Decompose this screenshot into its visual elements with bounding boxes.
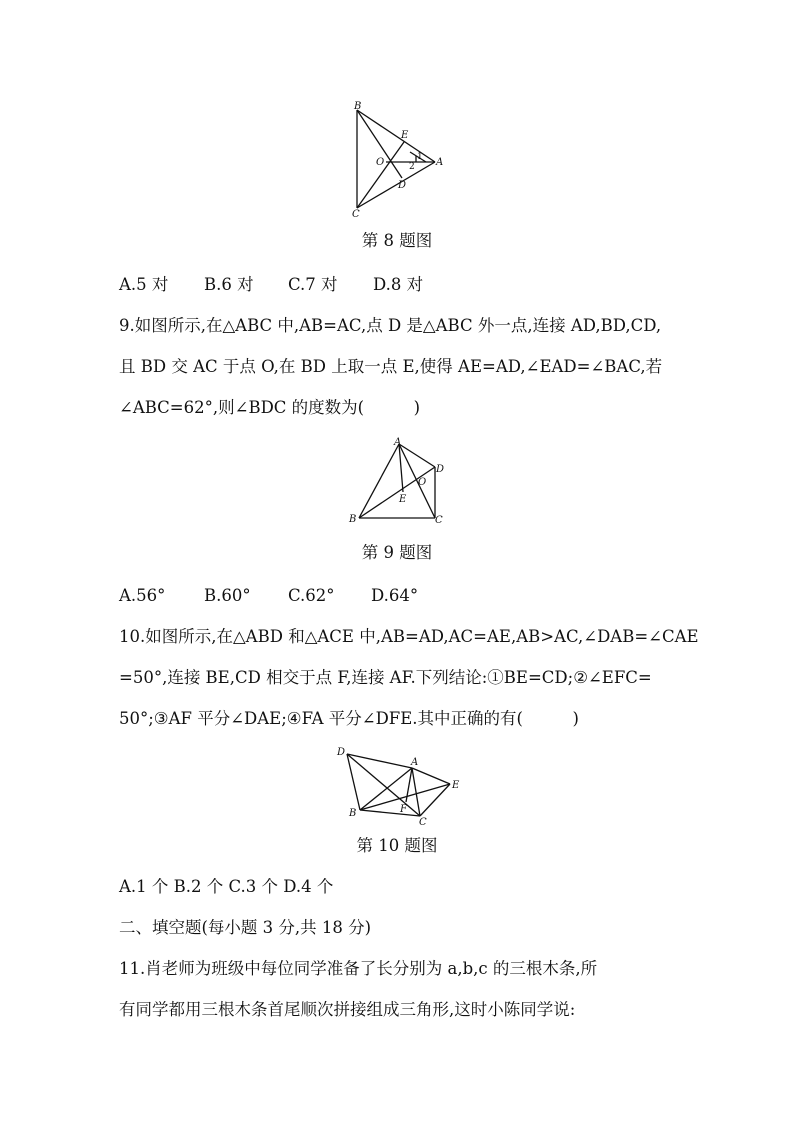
q10-text-line-1: 10.如图所示,在△ABD 和△ACE 中,AB=AD,AC=AE,AB>AC,∠DAB=∠CAE xyxy=(119,627,699,646)
figure-10-caption: 第 10 题图 xyxy=(356,836,438,855)
figure-8-lines xyxy=(357,110,435,208)
fig10-label-f: F xyxy=(400,804,407,815)
q11-text-line-2: 有同学都用三根木条首尾顺次拼接组成三角形,这时小陈同学说: xyxy=(119,1000,576,1019)
figure-10-lines xyxy=(347,754,450,816)
fig10-label-b: B xyxy=(349,808,357,819)
figure-9 xyxy=(343,434,453,529)
q8-option-b: B.6 对 xyxy=(204,275,254,294)
q9-option-b: B.60° xyxy=(204,586,251,605)
fig8-angle-2: 2 xyxy=(409,162,415,172)
q9-option-c: C.62° xyxy=(288,586,335,605)
fig9-label-o: O xyxy=(418,477,427,488)
fig8-label-c: C xyxy=(352,209,360,220)
q10-text-line-3: 50°;③AF 平分∠DAE;④FA 平分∠DFE.其中正确的有( ) xyxy=(119,709,579,728)
q9-text-line-3: ∠ABC=62°,则∠BDC 的度数为( ) xyxy=(119,398,421,417)
fig10-label-e: E xyxy=(452,780,460,791)
q8-option-a: A.5 对 xyxy=(119,275,169,294)
q9-options xyxy=(119,586,694,606)
fig10-label-d: D xyxy=(337,747,346,758)
q9-text-line-2: 且 BD 交 AC 于点 O,在 BD 上取一点 E,使得 AE=AD,∠EAD=∠BAC,若 xyxy=(119,357,663,376)
fig8-label-a: A xyxy=(436,157,444,168)
fig9-label-b: B xyxy=(349,514,357,525)
fig8-label-o: O xyxy=(376,157,385,168)
figure-10 xyxy=(330,744,465,828)
q10-options: A.1 个 B.2 个 C.3 个 D.4 个 xyxy=(119,877,334,896)
figure-8-caption: 第 8 题图 xyxy=(361,231,433,250)
figure-9-caption: 第 9 题图 xyxy=(361,543,433,562)
fig8-label-d: D xyxy=(398,180,407,191)
q11-text-line-1: 11.肖老师为班级中每位同学准备了长分别为 a,b,c 的三根木条,所 xyxy=(119,959,598,978)
fig8-label-e: E xyxy=(401,130,409,141)
fig8-angle-1: 1 xyxy=(417,152,423,162)
section-2-heading: 二、填空题(每小题 3 分,共 18 分) xyxy=(119,918,372,937)
q9-text-line-1: 9.如图所示,在△ABC 中,AB=AC,点 D 是△ABC 外一点,连接 AD,BD,CD, xyxy=(119,316,662,335)
q9-option-a: A.56° xyxy=(119,586,166,605)
fig10-label-c: C xyxy=(419,817,427,828)
fig8-label-b: B xyxy=(354,101,362,112)
q8-option-d: D.8 对 xyxy=(373,275,424,294)
q8-options xyxy=(119,275,694,295)
figure-8 xyxy=(340,98,450,218)
fig9-label-a: A xyxy=(394,437,402,448)
q9-option-d: D.64° xyxy=(371,586,419,605)
q10-text-line-2: =50°,连接 BE,CD 相交于点 F,连接 AF.下列结论:①BE=CD;②∠EFC= xyxy=(119,668,652,687)
fig9-label-c: C xyxy=(435,515,443,526)
fig10-label-a: A xyxy=(411,757,419,768)
fig9-label-e: E xyxy=(399,494,407,505)
fig9-label-d: D xyxy=(436,464,445,475)
q8-option-c: C.7 对 xyxy=(288,275,338,294)
